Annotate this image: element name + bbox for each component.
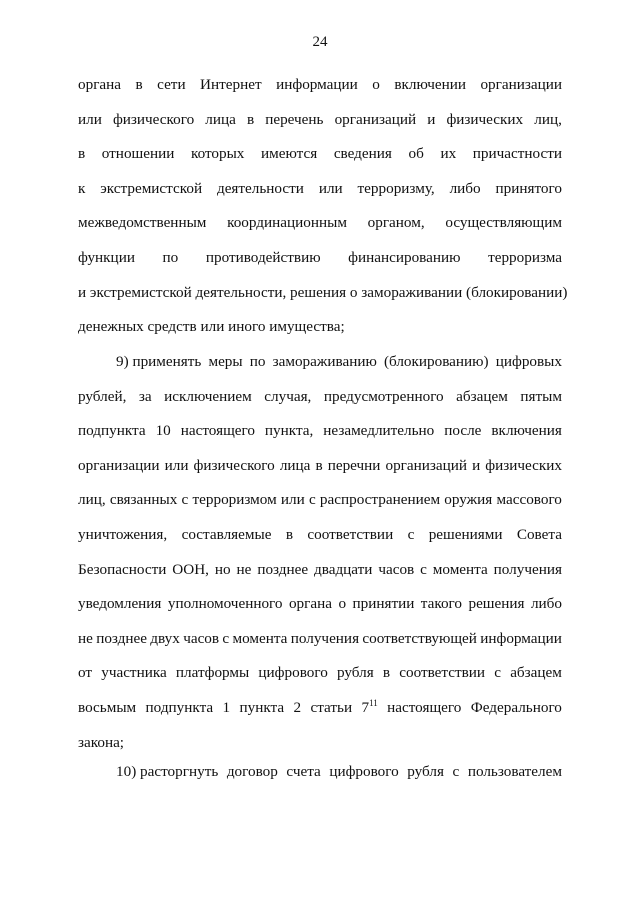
word: уполномоченного — [167, 595, 283, 613]
word: уничтожения, — [78, 525, 168, 543]
text-line — [78, 587, 562, 622]
word: настоящего — [387, 698, 462, 716]
word: получения — [290, 629, 360, 647]
word: исключением — [164, 387, 252, 405]
word: лица — [205, 110, 236, 128]
word: сети — [157, 76, 186, 93]
word: получения — [493, 560, 562, 578]
word: пятым — [520, 387, 562, 405]
word: массового — [496, 491, 562, 509]
word: или — [164, 456, 189, 474]
word: лиц, — [534, 110, 562, 128]
word: организации — [480, 76, 562, 93]
word: после — [444, 422, 482, 440]
paragraph-1 — [78, 68, 568, 345]
word: абзацем — [510, 664, 562, 682]
page-number: 24 — [312, 34, 328, 50]
word: к — [78, 179, 86, 197]
word: терроризму, — [357, 179, 435, 197]
word: в — [285, 525, 293, 543]
word: физических — [446, 110, 524, 128]
word: о — [372, 76, 380, 93]
word: причастности — [472, 145, 562, 163]
word: решения — [468, 595, 525, 613]
word: либо — [530, 595, 562, 613]
word: двух — [150, 629, 180, 647]
text-line — [78, 380, 562, 415]
word: статьи — [310, 698, 353, 716]
word: момента — [432, 560, 488, 578]
word: лица — [279, 456, 311, 474]
word: и — [472, 456, 481, 474]
article-number-base: 7 — [361, 698, 370, 716]
word: организаций — [385, 456, 468, 474]
text-line — [78, 137, 562, 172]
word: о — [338, 595, 347, 613]
text-line: и экстремистской деятельности, решения о замораживании (блокировании) — [78, 283, 568, 301]
word: подпункта — [78, 422, 146, 440]
word: счета — [286, 763, 321, 780]
word: связанных — [109, 491, 178, 509]
word: перечень — [265, 110, 324, 128]
paragraph-2-lines — [78, 345, 562, 691]
word: не — [236, 560, 252, 578]
word: настоящего — [180, 422, 255, 440]
word: распространением — [319, 491, 441, 509]
text-line — [78, 483, 562, 518]
word: оружия — [444, 491, 493, 509]
word: перечни — [327, 456, 381, 474]
word: 10) расторгнуть — [116, 763, 219, 780]
word: за — [138, 387, 152, 405]
word: по — [162, 248, 179, 266]
word: 10 — [155, 422, 171, 440]
word: с — [420, 560, 427, 578]
word: физического — [193, 456, 275, 474]
word: составляемые — [181, 525, 272, 543]
word: рублей, — [78, 387, 127, 405]
word: договор — [226, 763, 278, 780]
word: терроризма — [488, 248, 562, 266]
word: момента — [232, 629, 288, 647]
word: или — [280, 491, 305, 509]
word: с — [452, 763, 460, 780]
word: организации — [78, 456, 160, 474]
word: Интернет — [200, 76, 262, 93]
word: позднее — [96, 629, 147, 647]
word: соответствии — [399, 664, 486, 682]
word: платформы — [175, 664, 250, 682]
word: или — [318, 179, 343, 197]
word: деятельности — [216, 179, 304, 197]
word: или — [78, 110, 102, 128]
text-line — [78, 518, 562, 553]
word: терроризмом — [192, 491, 277, 509]
word: организаций — [334, 110, 417, 128]
word: и — [427, 110, 436, 128]
word: соответствии — [307, 525, 394, 543]
word: лиц, — [78, 491, 106, 509]
article-number-superscript: 11 — [369, 697, 378, 708]
word: соответствующей — [362, 629, 477, 647]
word: которых — [190, 145, 245, 163]
word: случая, — [264, 387, 312, 405]
word: информации — [480, 629, 562, 647]
word: в — [135, 76, 143, 93]
word: финансированию — [348, 248, 461, 266]
text-line — [78, 103, 562, 138]
word: пункта, — [264, 422, 314, 440]
word: уведомления — [78, 595, 162, 613]
word: в — [246, 110, 255, 128]
text-line — [78, 414, 562, 449]
word: включения — [491, 422, 562, 440]
word: функции — [78, 248, 135, 266]
word: с — [494, 664, 501, 682]
word: с — [407, 525, 415, 543]
word: двадцати — [314, 560, 373, 578]
word: либо — [449, 179, 481, 197]
word: в — [382, 664, 391, 682]
text-line — [78, 241, 562, 276]
text-line — [78, 553, 562, 588]
word: цифровых — [495, 353, 562, 370]
word: Совета — [516, 525, 562, 543]
word: противодействию — [205, 248, 321, 266]
word: цифрового — [329, 763, 399, 780]
word: физического — [112, 110, 195, 128]
word: пункта — [239, 698, 285, 716]
word: но — [214, 560, 231, 578]
word: часов — [378, 560, 415, 578]
word: осуществляющим — [445, 214, 562, 232]
text-line: денежных средств или иного имущества; — [78, 318, 345, 336]
word: подпункта — [145, 698, 214, 716]
word: органа — [78, 76, 122, 93]
word: в — [315, 456, 323, 474]
text-line — [78, 622, 562, 657]
word: координационным — [227, 214, 347, 232]
word: Безопасности — [78, 560, 167, 578]
word: с — [181, 491, 189, 509]
word: восьмым — [78, 698, 137, 716]
word: 1 — [222, 698, 231, 716]
word: рубля — [407, 763, 444, 780]
word: от — [78, 664, 93, 682]
word: рубля — [336, 664, 374, 682]
word: Федерального — [470, 698, 562, 716]
word: органом, — [367, 214, 425, 232]
text-line-last: закона; — [78, 733, 125, 751]
word: принятого — [495, 179, 562, 197]
word: участника — [101, 664, 167, 682]
word: 2 — [293, 698, 302, 716]
word: принятии — [352, 595, 415, 613]
word: (блокированию) — [383, 353, 489, 370]
word: отношении — [101, 145, 175, 163]
text-line-article-ref — [78, 691, 562, 726]
paragraph-3 — [78, 755, 562, 790]
paragraph-2 — [78, 345, 562, 760]
word: информации — [276, 76, 358, 93]
word: межведомственным — [78, 214, 207, 232]
word: об — [408, 145, 424, 163]
word: пользователем — [467, 763, 562, 780]
word: цифрового — [258, 664, 328, 682]
word: предусмотренного — [323, 387, 444, 405]
text-line — [78, 345, 562, 380]
word: физических — [485, 456, 562, 474]
word: включении — [394, 76, 466, 93]
word: 9) применять — [116, 353, 202, 370]
word: в — [78, 145, 86, 163]
word: незамедлительно — [323, 422, 435, 440]
text-line — [78, 68, 562, 103]
word: решениями — [428, 525, 503, 543]
text-line — [78, 172, 562, 207]
word: позднее — [257, 560, 309, 578]
word: органа — [288, 595, 332, 613]
word: часов — [183, 629, 220, 647]
word: меры — [208, 353, 243, 370]
word: с — [308, 491, 316, 509]
word: их — [440, 145, 457, 163]
word: не — [78, 629, 93, 647]
word: с — [222, 629, 230, 647]
text-line — [78, 755, 562, 790]
word: экстремистской — [100, 179, 203, 197]
word: по — [249, 353, 266, 370]
text-line — [78, 449, 562, 484]
article-number — [361, 691, 377, 726]
word: такого — [420, 595, 463, 613]
word: ООН, — [172, 560, 209, 578]
word: замораживанию — [272, 353, 377, 370]
word: сведения — [333, 145, 392, 163]
word: имеются — [261, 145, 318, 163]
text-line — [78, 656, 562, 691]
text-line — [78, 206, 562, 241]
word: абзацем — [456, 387, 508, 405]
